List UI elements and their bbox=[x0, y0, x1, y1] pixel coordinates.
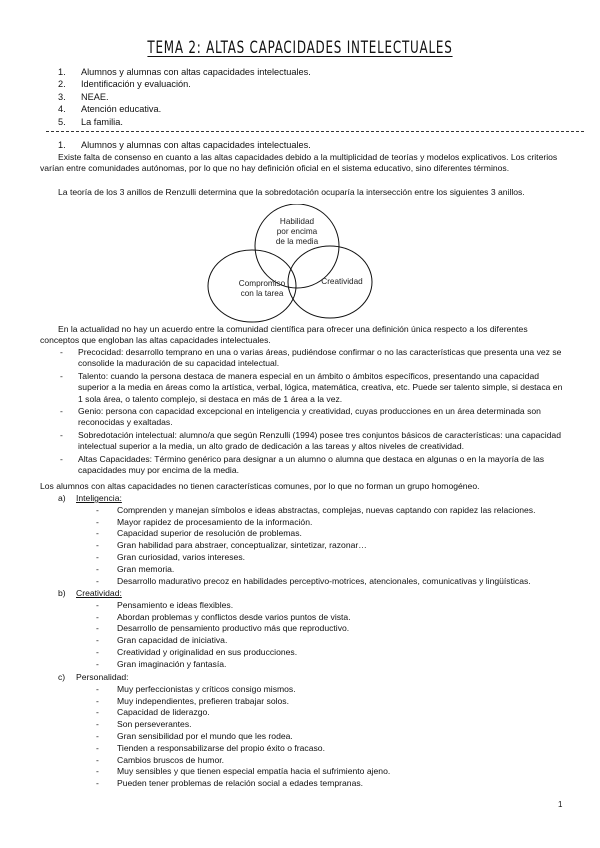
toc-item: 1. Alumnos y alumnas con altas capacidades intelectuales. bbox=[58, 67, 311, 77]
category-title: Creatividad: bbox=[76, 588, 122, 598]
list-item: - Gran capacidad de iniciativa. bbox=[96, 635, 228, 646]
definition-item: - Altas Capacidades: Término genérico para designar a un alumno o alumna que destaca en algunas o en la mayoría de las capacidades muy por encima de la media. bbox=[60, 453, 545, 476]
list-item: - Gran imaginación y fantasía. bbox=[96, 658, 227, 669]
list-item: - Cambios bruscos de humor. bbox=[96, 754, 224, 765]
toc-item: 5. La familia. bbox=[58, 116, 123, 127]
definition-item: - Precocidad: desarrollo temprano en una o varias áreas, pudiéndose confirmar o no las características que presenta una vez se consolide la maduración de su capacidad intelectual. bbox=[60, 347, 562, 369]
list-item: - Son perseverantes. bbox=[96, 719, 192, 730]
list-item: - Gran habilidad para abstraer, conceptualizar, sintetizar, razonar… bbox=[96, 540, 367, 551]
paragraph-concepts: En la actualidad no hay un acuerdo entre la comunidad científica para ofrecer una definición única respecto a los diferentes conceptos que engloban las altas capacidades intelectuales. bbox=[40, 324, 528, 346]
ring3-label: Creatividad bbox=[321, 277, 363, 286]
list-item: - Tienden a responsabilizarse del propio éxito o fracaso. bbox=[96, 742, 325, 753]
toc-item: 2. Identificación y evaluación. bbox=[58, 79, 191, 90]
definition-item: - Talento: cuando la persona destaca de manera especial en un ámbito o ámbitos específicos, presentando una capacidad superior a la media en áreas como la artística, verbal, lógica, matemática, creativa, etc. Puede ser talento simple, si destaca en 1 sola área, o talento complejo, si destaca en más de 1 área a la vez. bbox=[60, 370, 563, 404]
category-personality: c) Personalidad: - Muy perfeccionistas y críticos consigo mismos. - Muy independientes, prefieren trabajar solos. - Capacidad de liderazgo. - Son perseverantes. - Gran sensibilidad por el mundo que les rodea. - Tienden a responsabilizarse del propio éxito o fracaso. - Cambios bruscos de humor. - Muy sensibles y que tienen especial empatía hacia el sufrimiento ajeno. - Pueden tener problemas de relación social a edades tempranas. bbox=[0, 672, 600, 790]
list-item: - Desarrollo de pensamiento productivo más que reproductivo. bbox=[96, 623, 350, 634]
dashed-divider bbox=[46, 131, 584, 132]
list-item: - Gran curiosidad, varios intereses. bbox=[96, 551, 246, 562]
ring2-label-2: con la tarea bbox=[240, 289, 284, 298]
ring1-label-3: de la media bbox=[275, 237, 319, 246]
list-item: - Desarrollo madurativo precoz en habilidades perceptivo-motrices, atencionales, comunicativas y lingüísticas. bbox=[96, 575, 531, 586]
definitions-list bbox=[60, 347, 565, 477]
list-item: - Pueden tener problemas de relación social a edades tempranas. bbox=[96, 778, 364, 789]
toc-item: 3. NEAE. bbox=[58, 91, 109, 102]
list-item: - Pensamiento e ideas flexibles. bbox=[96, 599, 234, 610]
paragraph-consensus: Existe falta de consenso en cuanto a las altas capacidades debido a la multiplicidad de teorías y modelos explicativos. Los criterios varían entre comunidades autónomas, por lo que no hay definición oficial en el sistema educativo, sino diferentes términos. bbox=[40, 152, 558, 174]
category-creativity: b) Creatividad: - Pensamiento e ideas flexibles. - Abordan problemas y conflictos desde varios puntos de vista. - Desarrollo de pensamiento productivo más que reproductivo. - Gran capacidad de iniciativa. - Creatividad y originalidad en sus producciones. - Gran imaginación y fantasía. bbox=[0, 588, 600, 671]
category-intelligence: a) Inteligencia: - Comprenden y manejan símbolos e ideas abstractas, complejas, nuevas captando con rapidez las relaciones. - Mayor rapidez de procesamiento de la información. - Capacidad superior de resolución de problemas. - Gran habilidad para abstraer, conceptualizar, sintetizar, razonar… - Gran curiosidad, varios intereses. - Gran memoria. - Desarrollo madurativo precoz en habilidades perceptivo-motrices, atencionales, comunicativas y lingüísticas. bbox=[0, 493, 600, 587]
list-item: - Gran memoria. bbox=[96, 563, 175, 574]
category-title: Personalidad: bbox=[76, 672, 129, 682]
list-item: - Gran sensibilidad por el mundo que les rodea. bbox=[96, 730, 293, 741]
ring2-label-1: Compromiso bbox=[238, 279, 286, 288]
page-number: 1 bbox=[558, 800, 563, 809]
list-item: - Creatividad y originalidad en sus producciones. bbox=[96, 646, 298, 657]
section-heading: 1. Alumnos y alumnas con altas capacidades intelectuales. bbox=[58, 140, 311, 150]
table-of-contents bbox=[58, 66, 311, 128]
list-item: - Comprenden y manejan símbolos e ideas abstractas, complejas, nuevas captando con rapidez las relaciones. bbox=[96, 504, 536, 515]
paragraph-renzulli: La teoría de los 3 anillos de Renzulli determina que la sobredotación ocuparía la intersección entre los siguientes 3 anillos. bbox=[58, 187, 525, 197]
ring1-label-2: por encima bbox=[276, 227, 318, 236]
definition-item: - Sobredotación intelectual: alumno/a que según Renzulli (1994) posee tres conjuntos básicos de características: una capacidad intelectual superior a la media, un alto grado de dedicación a las tareas y altos niveles de creatividad. bbox=[60, 429, 561, 452]
page-title: TEMA 2: ALTAS CAPACIDADES INTELECTUALES bbox=[147, 38, 453, 58]
list-item: - Mayor rapidez de procesamiento de la información. bbox=[96, 516, 313, 527]
list-item: - Muy sensibles y que tienen especial empatía hacia el sufrimiento ajeno. bbox=[96, 766, 391, 777]
list-item: - Muy independientes, prefieren trabajar solos. bbox=[96, 695, 289, 706]
category-title: Inteligencia: bbox=[76, 493, 122, 503]
list-item: - Abordan problemas y conflictos desde varios puntos de vista. bbox=[96, 611, 351, 622]
ring1-label-1: Habilidad bbox=[279, 217, 315, 226]
list-item: - Capacidad de liderazgo. bbox=[96, 707, 210, 718]
list-item: - Muy perfeccionistas y críticos consigo mismos. bbox=[96, 683, 296, 694]
renzulli-venn-diagram bbox=[200, 204, 400, 324]
paragraph-heterogeneous: Los alumnos con altas capacidades no tienen características comunes, por lo que no forman un grupo homogéneo. bbox=[40, 481, 480, 491]
list-item: - Capacidad superior de resolución de problemas. bbox=[96, 528, 302, 539]
definition-item: - Genio: persona con capacidad excepcional en inteligencia y creatividad, cuyas producciones en un área determinada son reconocidas y exaltadas. bbox=[60, 406, 541, 428]
toc-item: 4. Atención educativa. bbox=[58, 104, 162, 115]
